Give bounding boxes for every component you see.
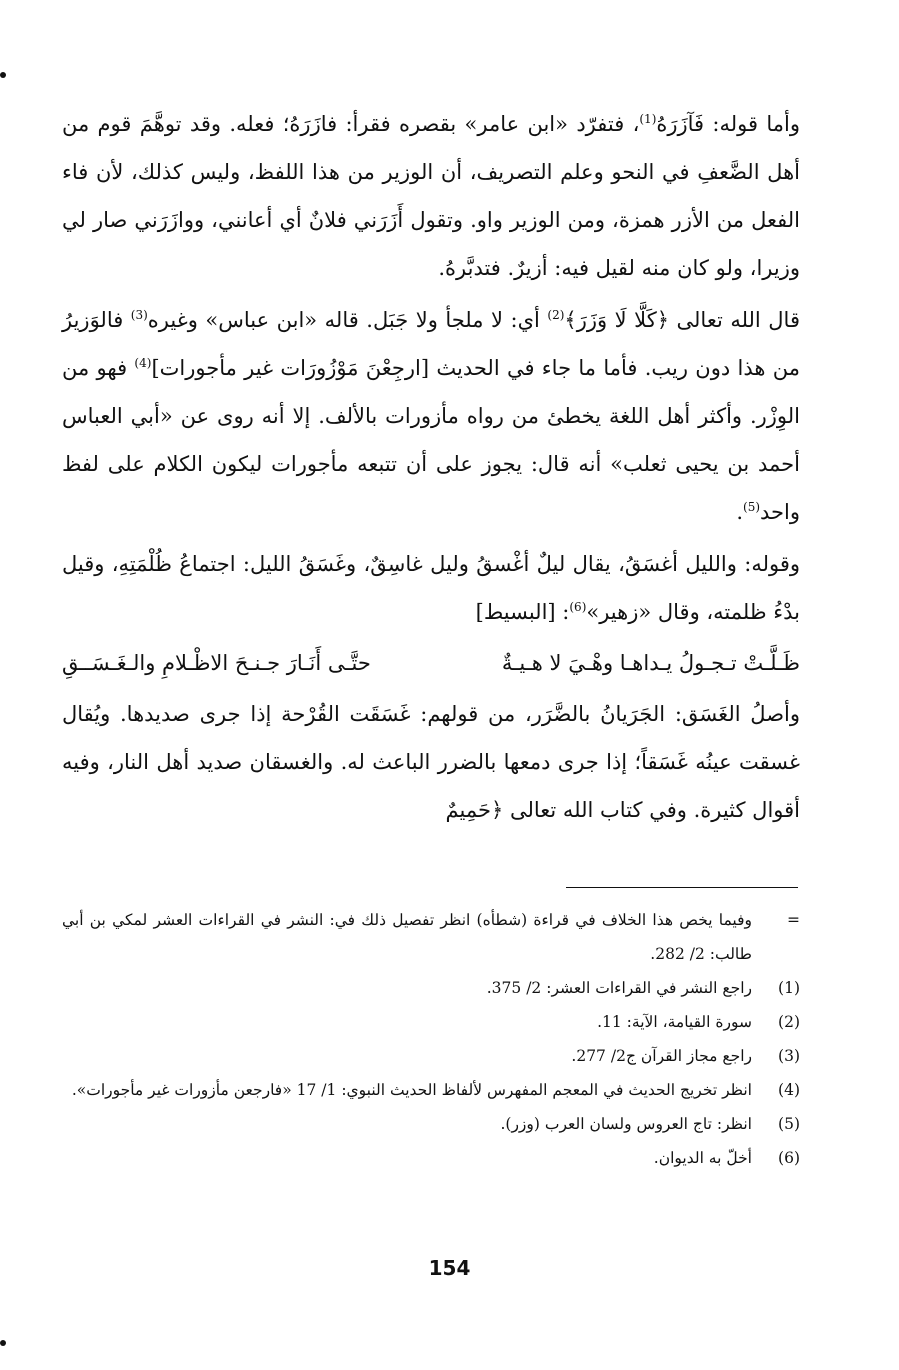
- footnote-number: (1): [778, 979, 800, 997]
- text-run: أي: لا ملجأ ولا جَبَل. قاله «ابن عباس» وغيره: [147, 308, 548, 332]
- footnote-ref: (2): [547, 308, 565, 322]
- text-run: : [البسيط]: [475, 600, 570, 624]
- footnote-number: (2): [778, 1013, 800, 1031]
- verse-first-hemistich: ظَـلَّـتْ تـجـولُ يـداهـا وهْـيَ لا هـيـةٌ: [501, 651, 800, 675]
- footnote-item: [62, 1107, 800, 1141]
- text-run: وقوله: والليل أغسَقُ، يقال ليلٌ أغْسقُ وليل غاسِقٌ، وغَسَقُ الليل: اجتماعُ ظُلْمَتِهِ، وقيل بدْءُ ظلمته، وقال «زهير»: [62, 552, 800, 624]
- footnote-text: انظر: تاج العروس ولسان العرب (وزر).: [500, 1115, 752, 1133]
- footnote-ref: (4): [134, 356, 152, 370]
- footnote-text: راجع النشر في القراءات العشر: 2/ 375.: [486, 979, 752, 997]
- text-run: فهو من الوِزْر. وأكثر أهل اللغة يخطئ من رواه مأزورات بالألف. إلا أنه روى عن «أبي العباس أحمد بن يحيى ثعلب» أنه قال: يجوز على أن تتبعه مأجورات ليكون الكلام على لفظ واحد: [62, 356, 800, 524]
- text-run: وأما قوله: فَآزَرَهُ: [656, 112, 800, 136]
- footnote-item: [62, 1141, 800, 1175]
- footnote-number: (6): [778, 1149, 800, 1167]
- footnote-item: [62, 1039, 800, 1073]
- footnote-number: =: [787, 911, 800, 929]
- main-text: [62, 100, 800, 838]
- footnote-text: أخلّ به الديوان.: [653, 1149, 752, 1167]
- footnote-item: [62, 1073, 800, 1107]
- scan-dot-mark: [0, 1340, 6, 1346]
- footnote-item: [62, 971, 800, 1005]
- verse-second-hemistich: حتَّـى أَنَـارَ جـنـحَ الاظْـلامِ والـغَـسَــقِ: [62, 651, 371, 675]
- footnote-text: سورة القيامة، الآية: 11.: [597, 1013, 752, 1031]
- paragraph-2: [62, 296, 800, 536]
- footnote-text: راجع مجاز القرآن ج2/ 277.: [571, 1047, 752, 1065]
- footnote-ref: (3): [130, 308, 148, 322]
- footnote-ref: (5): [743, 500, 761, 514]
- paragraph-4: وأصلُ الغَسَق: الجَرَيانُ بالضَّرَر، من قولهم: غَسَقَت القُرْحة إذا جرى صديدها. ويُقال غسقت عينُه غَسَقاً؛ إذا جرى دمعها بالضرر الباعث له. والغسقان صديد أهل النار، وفيه أقوال كثيرة. وفي كتاب الله تعالى ﴿حَمِيمٌ: [62, 702, 800, 822]
- paragraph-1: [62, 100, 800, 292]
- footnote-text: وفيما يخص هذا الخلاف في قراءة (شطأه) انظر تفصيل ذلك في: النشر في القراءات العشر لمكي بن أبي طالب: 2/ 282.: [62, 911, 752, 963]
- footnote-ref: (6): [569, 600, 587, 614]
- text-run: .: [736, 500, 743, 524]
- footnote-ref: (1): [639, 112, 657, 126]
- footnote-item: [62, 1005, 800, 1039]
- footnote-number: (3): [778, 1047, 800, 1065]
- footnote-text: انظر تخريج الحديث في المعجم المفهرس لألفاظ الحديث النبوي: 1/ 17 «فارجعن مأزورات غير مأجورات».: [71, 1081, 752, 1099]
- page-number: 154: [428, 1256, 471, 1280]
- footnote-item: [62, 903, 800, 971]
- footnote-separator: [566, 887, 798, 888]
- footnote-number: (4): [778, 1081, 800, 1099]
- text-run: ، فتفرّد «ابن عامر» بقصره فقرأ: فازَرَهُ؛ فعله. وقد توهَّمَ قوم من أهل الضَّعفِ في النحو وعلم التصريف، أن الوزير من هذا اللفظ، وليس كذلك، لأن فاء الفعل من الأزر همزة، ومن الوزير واو. وتقول أَزَرَني فلانٌ أي أعانني، ووازَرَني صار لي وزيرا، ولو كان منه لقيل فيه: أزيرٌ. فتدبَّرهُ.: [62, 112, 800, 280]
- scan-dot-mark: [0, 72, 6, 78]
- poetry-verse: [62, 640, 800, 686]
- text-run: فالوَزيرُ من هذا دون ريب. فأما ما جاء في الحديث [ارجِعْنَ مَوْزُورَات غير مأجورات]: [62, 308, 800, 380]
- footnotes: [62, 903, 800, 1175]
- paragraph-3: [62, 540, 800, 636]
- footnote-number: (5): [778, 1115, 800, 1133]
- text-run: قال الله تعالى ﴿كَلَّا لَا وَزَرَ﴾: [564, 308, 800, 332]
